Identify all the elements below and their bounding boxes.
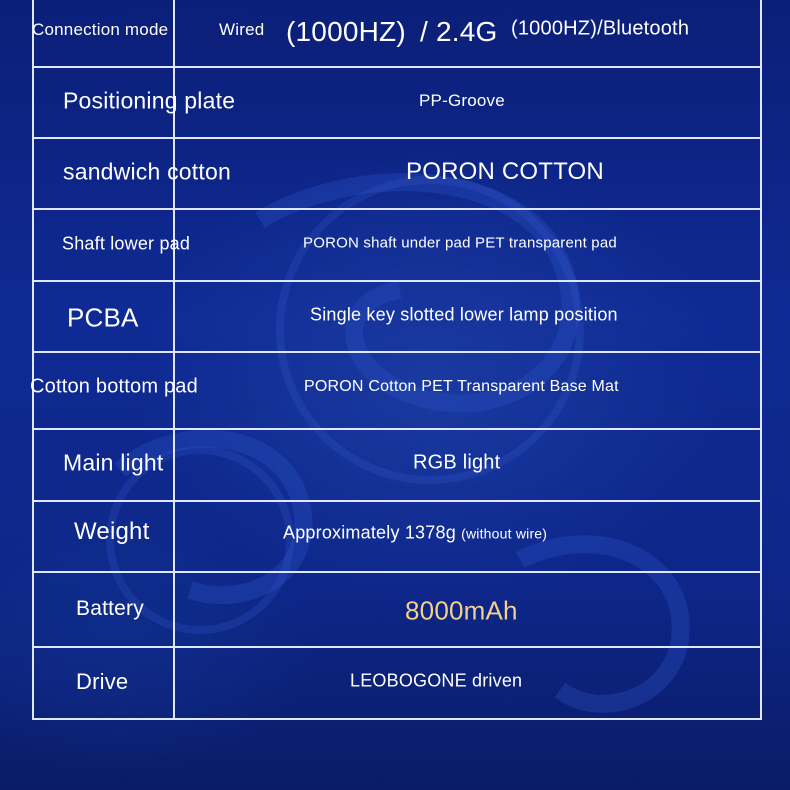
table-left-border (32, 0, 34, 720)
row-divider (32, 351, 762, 353)
row-divider (32, 208, 762, 210)
spec-table (32, 0, 762, 720)
connection-mode-wired: Wired (219, 20, 265, 39)
main-light-value: RGB light (413, 451, 501, 474)
battery-value: 8000mAh (405, 595, 518, 626)
table-bottom-border (32, 718, 762, 720)
positioning-plate-label: Positioning plate (63, 87, 236, 114)
table-right-border (760, 0, 762, 720)
pcba-value: Single key slotted lower lamp position (310, 304, 618, 325)
connection-mode-24g-rate-bluetooth: (1000HZ)/Bluetooth (511, 17, 690, 40)
weight-label: Weight (74, 518, 150, 545)
row-divider (32, 66, 762, 68)
row-divider (32, 280, 762, 282)
pcba-label: PCBA (67, 302, 139, 333)
main-light-label: Main light (63, 449, 164, 476)
shaft-lower-pad-label: Shaft lower pad (62, 233, 191, 254)
weight-value (283, 523, 547, 544)
connection-mode-24g: / 2.4G (420, 16, 498, 47)
row-divider (32, 646, 762, 648)
drive-label: Drive (76, 669, 129, 694)
weight-amount: Approximately 1378g (283, 522, 456, 543)
row-divider (32, 137, 762, 139)
weight-note: (without wire) (461, 525, 548, 542)
cotton-bottom-pad-label: Cotton bottom pad (30, 375, 198, 398)
sandwich-cotton-label: sandwich cotton (63, 158, 231, 185)
positioning-plate-value: PP-Groove (419, 91, 505, 110)
row-divider (32, 571, 762, 573)
battery-label: Battery (76, 597, 144, 620)
row-divider (32, 428, 762, 430)
drive-value: LEOBOGONE driven (350, 670, 523, 691)
cotton-bottom-pad-value: PORON Cotton PET Transparent Base Mat (304, 378, 619, 395)
sandwich-cotton-value: PORON COTTON (406, 158, 604, 185)
connection-mode-label: Connection mode (32, 20, 169, 39)
shaft-lower-pad-value: PORON shaft under pad PET transparent pad (303, 234, 617, 252)
row-divider (32, 500, 762, 502)
connection-mode-wired-rate: (1000HZ) (286, 16, 406, 47)
